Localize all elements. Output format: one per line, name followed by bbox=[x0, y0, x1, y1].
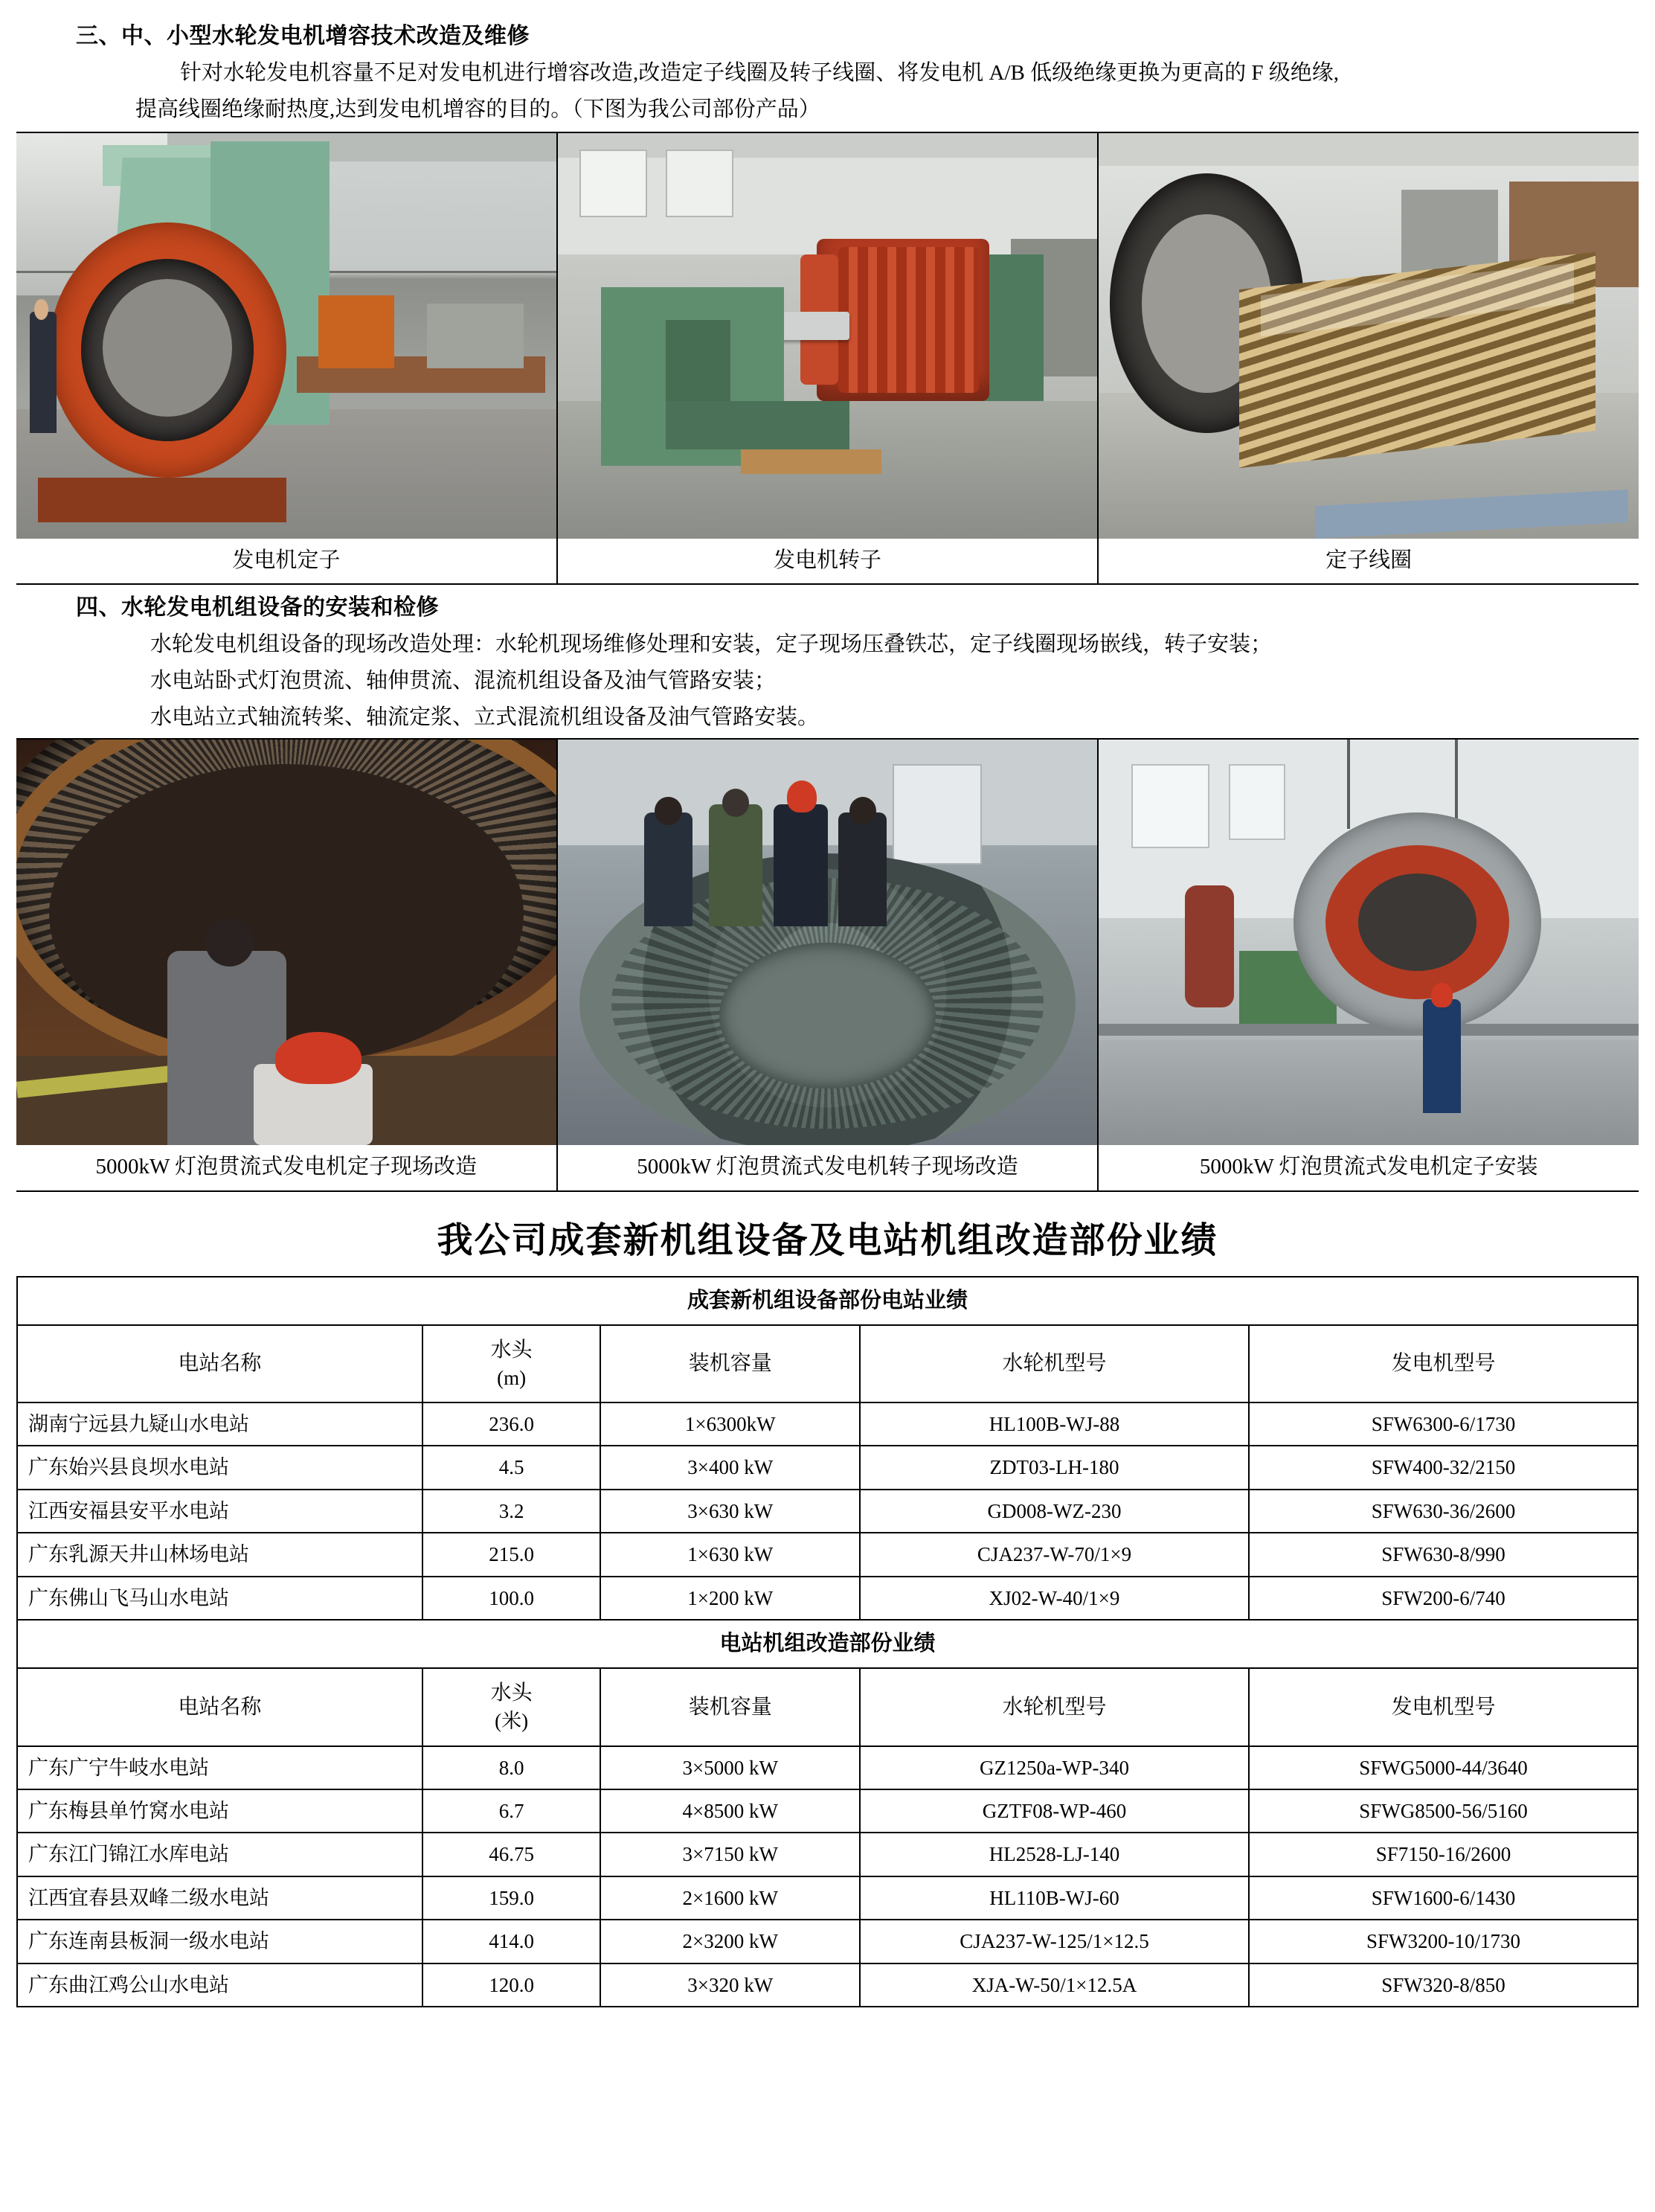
gallery-item bbox=[1099, 133, 1639, 583]
cell-head: 100.0 bbox=[422, 1577, 601, 1620]
cell-capacity: 2×1600 kW bbox=[600, 1876, 860, 1920]
section-four-body bbox=[16, 627, 1639, 735]
paragraph: 提高线圈绝缘耐热度,达到发电机增容的目的。（下图为我公司部份产品） bbox=[135, 97, 820, 121]
col-header-capacity: 装机容量 bbox=[600, 1668, 860, 1745]
section-three-heading: 三、中、小型水轮发电机增容技术改造及维修 bbox=[76, 24, 530, 48]
performance-table bbox=[16, 1276, 1639, 2008]
paragraph: 针对水轮发电机容量不足对发电机进行增容改造,改造定子线圈及转子线圈、将发电机 A/B 低级绝缘更换为更高的 F 级绝缘, bbox=[180, 61, 1339, 85]
photo-caption: 定子线圈 bbox=[1325, 548, 1413, 572]
table-row bbox=[17, 1920, 1638, 1963]
cell-generator-model: SFW3200-10/1730 bbox=[1249, 1920, 1638, 1963]
cell-head: 6.7 bbox=[422, 1789, 601, 1833]
cell-capacity: 3×630 kW bbox=[600, 1490, 860, 1533]
table-header-row bbox=[17, 1668, 1638, 1745]
cell-capacity: 2×3200 kW bbox=[600, 1920, 860, 1963]
table-row bbox=[17, 1963, 1638, 2007]
cell-generator-model: SFW630-36/2600 bbox=[1249, 1490, 1638, 1533]
col-header-head-unit: (m) bbox=[497, 1366, 527, 1389]
cell-capacity: 1×630 kW bbox=[600, 1533, 860, 1576]
cell-generator-model: SFW630-8/990 bbox=[1249, 1533, 1638, 1576]
cell-station: 广东江门锦江水库电站 bbox=[17, 1833, 422, 1876]
table-row bbox=[17, 1789, 1638, 1833]
section-four-heading: 四、水轮发电机组设备的安装和检修 bbox=[76, 595, 439, 621]
cell-turbine-model: XJ02-W-40/1×9 bbox=[860, 1577, 1249, 1620]
cell-turbine-model: HL2528-LJ-140 bbox=[860, 1833, 1249, 1876]
gallery-products bbox=[16, 132, 1639, 585]
cell-generator-model: SFW1600-6/1430 bbox=[1249, 1876, 1638, 1920]
col-header-generator-model: 发电机型号 bbox=[1249, 1325, 1638, 1402]
gallery-item bbox=[1099, 740, 1639, 1190]
cell-capacity: 1×6300kW bbox=[600, 1402, 860, 1446]
col-header-head bbox=[422, 1668, 601, 1745]
cell-station: 广东梅县单竹窝水电站 bbox=[17, 1789, 422, 1833]
gallery-item bbox=[558, 740, 1099, 1190]
cell-turbine-model: HL100B-WJ-88 bbox=[860, 1402, 1249, 1446]
gallery-item bbox=[558, 133, 1099, 583]
gallery-item bbox=[16, 740, 558, 1190]
cell-station: 江西安福县安平水电站 bbox=[17, 1490, 422, 1533]
cell-generator-model: SFW6300-6/1730 bbox=[1249, 1402, 1638, 1446]
photo-caption: 5000kW 灯泡贯流式发电机定子现场改造 bbox=[95, 1155, 478, 1179]
cell-head: 120.0 bbox=[422, 1963, 601, 2007]
cell-turbine-model: GD008-WZ-230 bbox=[860, 1490, 1249, 1533]
cell-turbine-model: CJA237-W-125/1×12.5 bbox=[860, 1920, 1249, 1963]
cell-station: 广东佛山飞马山水电站 bbox=[17, 1577, 422, 1620]
cell-turbine-model: GZTF08-WP-460 bbox=[860, 1789, 1249, 1833]
cell-station: 广东乳源天井山林场电站 bbox=[17, 1533, 422, 1576]
paragraph: 水电站立式轴流转桨、轴流定浆、立式混流机组设备及油气管路安装。 bbox=[150, 705, 820, 730]
table-row bbox=[17, 1446, 1638, 1489]
table-band-row bbox=[17, 1620, 1638, 1668]
cell-turbine-model: GZ1250a-WP-340 bbox=[860, 1746, 1249, 1789]
col-header-head bbox=[422, 1325, 601, 1402]
table-row bbox=[17, 1490, 1638, 1533]
col-header-head-label: 水头 bbox=[490, 1338, 533, 1362]
col-header-head-unit: (米) bbox=[495, 1710, 529, 1733]
generator-stator-photo bbox=[16, 133, 556, 539]
cell-station: 江西宜春县双峰二级水电站 bbox=[17, 1876, 422, 1920]
col-header-generator-model: 发电机型号 bbox=[1249, 1668, 1638, 1745]
band-new-units: 成套新机组设备部份电站业绩 bbox=[17, 1277, 1638, 1325]
cell-generator-model: SFW320-8/850 bbox=[1249, 1963, 1638, 2007]
performance-title: 我公司成套新机组设备及电站机组改造部份业绩 bbox=[437, 1219, 1218, 1261]
band-retrofit: 电站机组改造部份业绩 bbox=[17, 1620, 1638, 1668]
table-row bbox=[17, 1746, 1638, 1789]
cell-head: 4.5 bbox=[422, 1446, 601, 1489]
cell-turbine-model: HL110B-WJ-60 bbox=[860, 1876, 1249, 1920]
cell-head: 8.0 bbox=[422, 1746, 601, 1789]
cell-generator-model: SF7150-16/2600 bbox=[1249, 1833, 1638, 1876]
cell-turbine-model: XJA-W-50/1×12.5A bbox=[860, 1963, 1249, 2007]
cell-station: 广东曲江鸡公山水电站 bbox=[17, 1963, 422, 2007]
cell-capacity: 3×320 kW bbox=[600, 1963, 860, 2007]
cell-turbine-model: CJA237-W-70/1×9 bbox=[860, 1533, 1249, 1576]
col-header-turbine-model: 水轮机型号 bbox=[860, 1325, 1249, 1402]
cell-capacity: 3×400 kW bbox=[600, 1446, 860, 1489]
cell-head: 159.0 bbox=[422, 1876, 601, 1920]
gallery-item bbox=[16, 133, 558, 583]
paragraph: 水电站卧式灯泡贯流、轴伸贯流、混流机组设备及油气管路安装； bbox=[150, 669, 777, 693]
table-row bbox=[17, 1577, 1638, 1620]
col-header-capacity: 装机容量 bbox=[600, 1325, 860, 1402]
cell-station: 广东广宁牛岐水电站 bbox=[17, 1746, 422, 1789]
cell-turbine-model: ZDT03-LH-180 bbox=[860, 1446, 1249, 1489]
table-band-row bbox=[17, 1277, 1638, 1325]
table-row bbox=[17, 1533, 1638, 1576]
stator-coil-photo bbox=[1099, 133, 1639, 539]
cell-generator-model: SFWG8500-56/5160 bbox=[1249, 1789, 1638, 1833]
cell-capacity: 3×5000 kW bbox=[600, 1746, 860, 1789]
table-header-row bbox=[17, 1325, 1638, 1402]
cell-capacity: 3×7150 kW bbox=[600, 1833, 860, 1876]
photo-caption: 5000kW 灯泡贯流式发电机定子安装 bbox=[1199, 1155, 1538, 1179]
col-header-head-label: 水头 bbox=[490, 1682, 533, 1705]
paragraph: 水轮发电机组设备的现场改造处理：水轮机现场维修处理和安装，定子现场压叠铁芯，定子线圈现场嵌线，转子安装； bbox=[150, 632, 1273, 657]
cell-capacity: 4×8500 kW bbox=[600, 1789, 860, 1833]
table-row bbox=[17, 1876, 1638, 1920]
bulb-turbine-stator-onsite-retrofit-photo bbox=[16, 740, 556, 1145]
cell-station: 广东始兴县良坝水电站 bbox=[17, 1446, 422, 1489]
cell-generator-model: SFW200-6/740 bbox=[1249, 1577, 1638, 1620]
photo-caption: 发电机转子 bbox=[774, 548, 882, 572]
bulb-turbine-stator-installation-photo bbox=[1099, 740, 1639, 1145]
bulb-turbine-rotor-onsite-retrofit-photo bbox=[558, 740, 1098, 1145]
cell-capacity: 1×200 kW bbox=[600, 1577, 860, 1620]
photo-caption: 发电机定子 bbox=[232, 548, 341, 572]
cell-head: 215.0 bbox=[422, 1533, 601, 1576]
generator-rotor-photo bbox=[558, 133, 1098, 539]
cell-station: 广东连南县板洞一级水电站 bbox=[17, 1920, 422, 1963]
gallery-onsite bbox=[16, 738, 1639, 1191]
cell-station: 湖南宁远县九疑山水电站 bbox=[17, 1402, 422, 1446]
cell-head: 46.75 bbox=[422, 1833, 601, 1876]
cell-generator-model: SFW400-32/2150 bbox=[1249, 1446, 1638, 1489]
col-header-station: 电站名称 bbox=[17, 1668, 422, 1745]
section-four bbox=[16, 591, 1639, 735]
cell-generator-model: SFWG5000-44/3640 bbox=[1249, 1746, 1638, 1789]
photo-caption: 5000kW 灯泡贯流式发电机转子现场改造 bbox=[637, 1155, 1018, 1179]
section-three bbox=[16, 19, 1639, 127]
cell-head: 236.0 bbox=[422, 1402, 601, 1446]
col-header-station: 电站名称 bbox=[17, 1325, 422, 1402]
cell-head: 414.0 bbox=[422, 1920, 601, 1963]
table-row bbox=[17, 1402, 1638, 1446]
section-three-body bbox=[16, 56, 1639, 127]
cell-head: 3.2 bbox=[422, 1490, 601, 1533]
col-header-turbine-model: 水轮机型号 bbox=[860, 1668, 1249, 1745]
table-row bbox=[17, 1833, 1638, 1876]
